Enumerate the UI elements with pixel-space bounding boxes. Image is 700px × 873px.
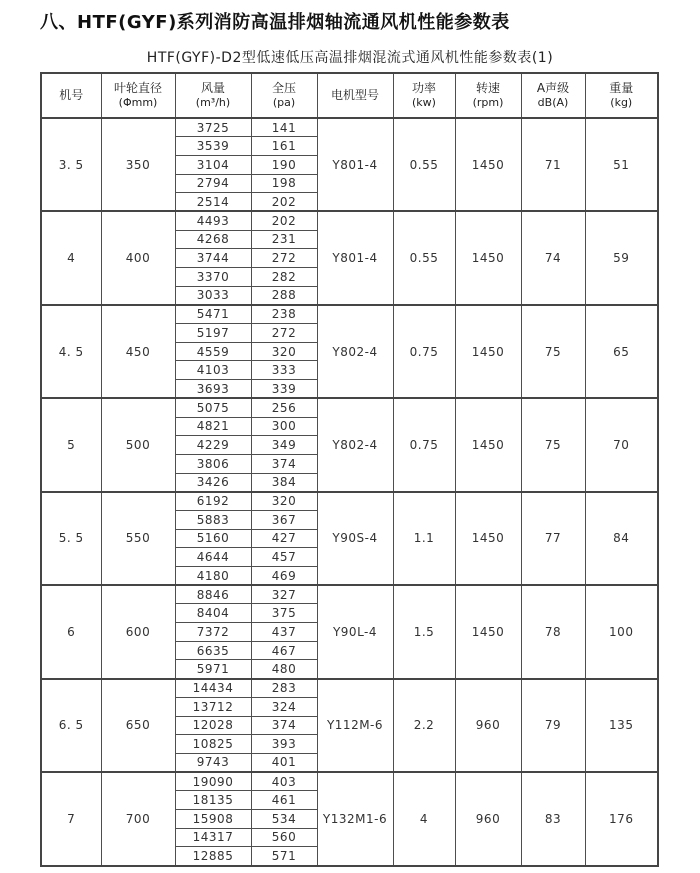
noise-level-cell: 71 <box>521 118 585 211</box>
header-unit: (rpm) <box>472 96 504 110</box>
header-row <box>41 73 658 118</box>
header-impeller-diameter <box>101 73 175 118</box>
header-label: 重量 <box>609 80 634 95</box>
airflow-cell: 3725 <box>175 118 251 137</box>
airflow-cell: 3033 <box>175 286 251 305</box>
airflow-cell: 4493 <box>175 211 251 230</box>
header-speed <box>455 73 521 118</box>
motor-model-cell: Y112M-6 <box>317 679 393 772</box>
airflow-cell: 5160 <box>175 529 251 548</box>
power-cell: 0.75 <box>393 398 455 491</box>
header-unit: (kg) <box>610 96 633 110</box>
pressure-cell: 327 <box>251 585 317 604</box>
airflow-cell: 19090 <box>175 772 251 791</box>
pressure-cell: 375 <box>251 604 317 623</box>
noise-level-cell: 77 <box>521 492 585 585</box>
pressure-cell: 202 <box>251 193 317 212</box>
airflow-cell: 12885 <box>175 847 251 866</box>
power-cell: 0.75 <box>393 305 455 398</box>
header-label: 叶轮直径 <box>113 80 162 95</box>
noise-level-cell: 75 <box>521 305 585 398</box>
pressure-cell: 461 <box>251 791 317 810</box>
performance-table <box>40 72 659 867</box>
header-label: 功率 <box>411 80 436 95</box>
noise-level-cell: 78 <box>521 585 585 678</box>
power-cell: 4 <box>393 772 455 865</box>
weight-cell: 176 <box>585 772 658 865</box>
power-cell: 1.5 <box>393 585 455 678</box>
airflow-cell: 12028 <box>175 716 251 735</box>
airflow-cell: 9743 <box>175 753 251 772</box>
table-row <box>41 398 658 417</box>
impeller-diameter-cell: 550 <box>101 492 175 585</box>
header-motor-model <box>317 73 393 118</box>
pressure-cell: 374 <box>251 454 317 473</box>
airflow-cell: 5883 <box>175 510 251 529</box>
impeller-diameter-cell: 700 <box>101 772 175 865</box>
noise-level-cell: 79 <box>521 679 585 772</box>
pressure-cell: 272 <box>251 249 317 268</box>
pressure-cell: 256 <box>251 398 317 417</box>
airflow-cell: 3426 <box>175 473 251 492</box>
airflow-cell: 4180 <box>175 567 251 586</box>
airflow-cell: 5197 <box>175 324 251 343</box>
weight-cell: 135 <box>585 679 658 772</box>
model-no-cell: 6. 5 <box>41 679 101 772</box>
speed-cell: 960 <box>455 772 521 865</box>
pressure-cell: 190 <box>251 155 317 174</box>
pressure-cell: 324 <box>251 697 317 716</box>
airflow-cell: 8404 <box>175 604 251 623</box>
pressure-cell: 560 <box>251 828 317 847</box>
weight-cell: 59 <box>585 211 658 304</box>
speed-cell: 960 <box>455 679 521 772</box>
pressure-cell: 339 <box>251 380 317 399</box>
impeller-diameter-cell: 450 <box>101 305 175 398</box>
motor-model-cell: Y90L-4 <box>317 585 393 678</box>
pressure-cell: 384 <box>251 473 317 492</box>
motor-model-cell: Y802-4 <box>317 305 393 398</box>
header-unit: dB(A) <box>537 96 569 110</box>
airflow-cell: 3104 <box>175 155 251 174</box>
power-cell: 2.2 <box>393 679 455 772</box>
power-cell: 0.55 <box>393 211 455 304</box>
pressure-cell: 272 <box>251 324 317 343</box>
airflow-cell: 10825 <box>175 735 251 754</box>
header-label: 风量 <box>200 80 225 95</box>
table-row <box>41 492 658 511</box>
noise-level-cell: 83 <box>521 772 585 865</box>
table-subtitle: HTF(GYF)-D2型低速低压高温排烟混流式通风机性能参数表(1) <box>146 50 554 66</box>
pressure-cell: 320 <box>251 492 317 511</box>
table-header <box>41 73 658 118</box>
pressure-cell: 469 <box>251 567 317 586</box>
speed-cell: 1450 <box>455 398 521 491</box>
model-no-cell: 4. 5 <box>41 305 101 398</box>
pressure-cell: 141 <box>251 118 317 137</box>
airflow-cell: 5971 <box>175 660 251 679</box>
table-row <box>41 772 658 791</box>
motor-model-cell: Y802-4 <box>317 398 393 491</box>
header-airflow <box>175 73 251 118</box>
model-no-cell: 5. 5 <box>41 492 101 585</box>
table-row <box>41 679 658 698</box>
pressure-cell: 202 <box>251 211 317 230</box>
airflow-cell: 14434 <box>175 679 251 698</box>
motor-model-cell: Y801-4 <box>317 118 393 211</box>
pressure-cell: 288 <box>251 286 317 305</box>
pressure-cell: 403 <box>251 772 317 791</box>
header-noise-level <box>521 73 585 118</box>
power-cell: 0.55 <box>393 118 455 211</box>
speed-cell: 1450 <box>455 118 521 211</box>
header-power <box>393 73 455 118</box>
pressure-cell: 320 <box>251 342 317 361</box>
pressure-cell: 349 <box>251 436 317 455</box>
pressure-cell: 393 <box>251 735 317 754</box>
pressure-cell: 480 <box>251 660 317 679</box>
model-no-cell: 7 <box>41 772 101 865</box>
airflow-cell: 13712 <box>175 697 251 716</box>
table-row <box>41 585 658 604</box>
motor-model-cell: Y801-4 <box>317 211 393 304</box>
header-unit: (m³/h) <box>195 96 231 110</box>
impeller-diameter-cell: 500 <box>101 398 175 491</box>
impeller-diameter-cell: 350 <box>101 118 175 211</box>
header-weight <box>585 73 658 118</box>
header-label: 机号 <box>59 88 84 103</box>
motor-model-cell: Y90S-4 <box>317 492 393 585</box>
pressure-cell: 238 <box>251 305 317 324</box>
impeller-diameter-cell: 650 <box>101 679 175 772</box>
weight-cell: 51 <box>585 118 658 211</box>
pressure-cell: 282 <box>251 268 317 287</box>
table-row <box>41 211 658 230</box>
header-label: 转速 <box>475 80 500 95</box>
airflow-cell: 4644 <box>175 548 251 567</box>
header-label: 全压 <box>271 80 296 95</box>
airflow-cell: 2514 <box>175 193 251 212</box>
airflow-cell: 6635 <box>175 641 251 660</box>
table-row <box>41 305 658 324</box>
header-unit: (Φmm) <box>118 96 158 110</box>
pressure-cell: 571 <box>251 847 317 866</box>
impeller-diameter-cell: 600 <box>101 585 175 678</box>
header-pressure <box>251 73 317 118</box>
header-unit: (pa) <box>272 96 296 110</box>
pressure-cell: 534 <box>251 809 317 828</box>
pressure-cell: 457 <box>251 548 317 567</box>
airflow-cell: 3693 <box>175 380 251 399</box>
airflow-cell: 7372 <box>175 623 251 642</box>
airflow-cell: 4103 <box>175 361 251 380</box>
header-label: A声级 <box>536 80 570 95</box>
airflow-cell: 4268 <box>175 230 251 249</box>
airflow-cell: 4559 <box>175 342 251 361</box>
power-cell: 1.1 <box>393 492 455 585</box>
pressure-cell: 300 <box>251 417 317 436</box>
impeller-diameter-cell: 400 <box>101 211 175 304</box>
noise-level-cell: 75 <box>521 398 585 491</box>
weight-cell: 65 <box>585 305 658 398</box>
header-model-no <box>41 73 101 118</box>
page-title: 八、HTF(GYF)系列消防高温排烟轴流通风机性能参数表 <box>40 12 510 33</box>
pressure-cell: 367 <box>251 510 317 529</box>
pressure-cell: 198 <box>251 174 317 193</box>
model-no-cell: 6 <box>41 585 101 678</box>
motor-model-cell: Y132M1-6 <box>317 772 393 865</box>
noise-level-cell: 74 <box>521 211 585 304</box>
pressure-cell: 437 <box>251 623 317 642</box>
airflow-cell: 3539 <box>175 137 251 156</box>
airflow-cell: 3370 <box>175 268 251 287</box>
header-unit: (kw) <box>412 96 436 110</box>
airflow-cell: 5075 <box>175 398 251 417</box>
speed-cell: 1450 <box>455 211 521 304</box>
airflow-cell: 3806 <box>175 454 251 473</box>
speed-cell: 1450 <box>455 305 521 398</box>
table-body <box>41 118 658 866</box>
speed-cell: 1450 <box>455 585 521 678</box>
airflow-cell: 2794 <box>175 174 251 193</box>
table-row <box>41 118 658 137</box>
pressure-cell: 401 <box>251 753 317 772</box>
model-no-cell: 4 <box>41 211 101 304</box>
pressure-cell: 374 <box>251 716 317 735</box>
pressure-cell: 427 <box>251 529 317 548</box>
pressure-cell: 161 <box>251 137 317 156</box>
airflow-cell: 18135 <box>175 791 251 810</box>
airflow-cell: 3744 <box>175 249 251 268</box>
pressure-cell: 333 <box>251 361 317 380</box>
model-no-cell: 3. 5 <box>41 118 101 211</box>
speed-cell: 1450 <box>455 492 521 585</box>
airflow-cell: 14317 <box>175 828 251 847</box>
airflow-cell: 5471 <box>175 305 251 324</box>
model-no-cell: 5 <box>41 398 101 491</box>
airflow-cell: 4229 <box>175 436 251 455</box>
weight-cell: 100 <box>585 585 658 678</box>
weight-cell: 84 <box>585 492 658 585</box>
pressure-cell: 283 <box>251 679 317 698</box>
airflow-cell: 15908 <box>175 809 251 828</box>
pressure-cell: 231 <box>251 230 317 249</box>
airflow-cell: 8846 <box>175 585 251 604</box>
header-label: 电机型号 <box>330 88 379 103</box>
airflow-cell: 6192 <box>175 492 251 511</box>
weight-cell: 70 <box>585 398 658 491</box>
pressure-cell: 467 <box>251 641 317 660</box>
airflow-cell: 4821 <box>175 417 251 436</box>
